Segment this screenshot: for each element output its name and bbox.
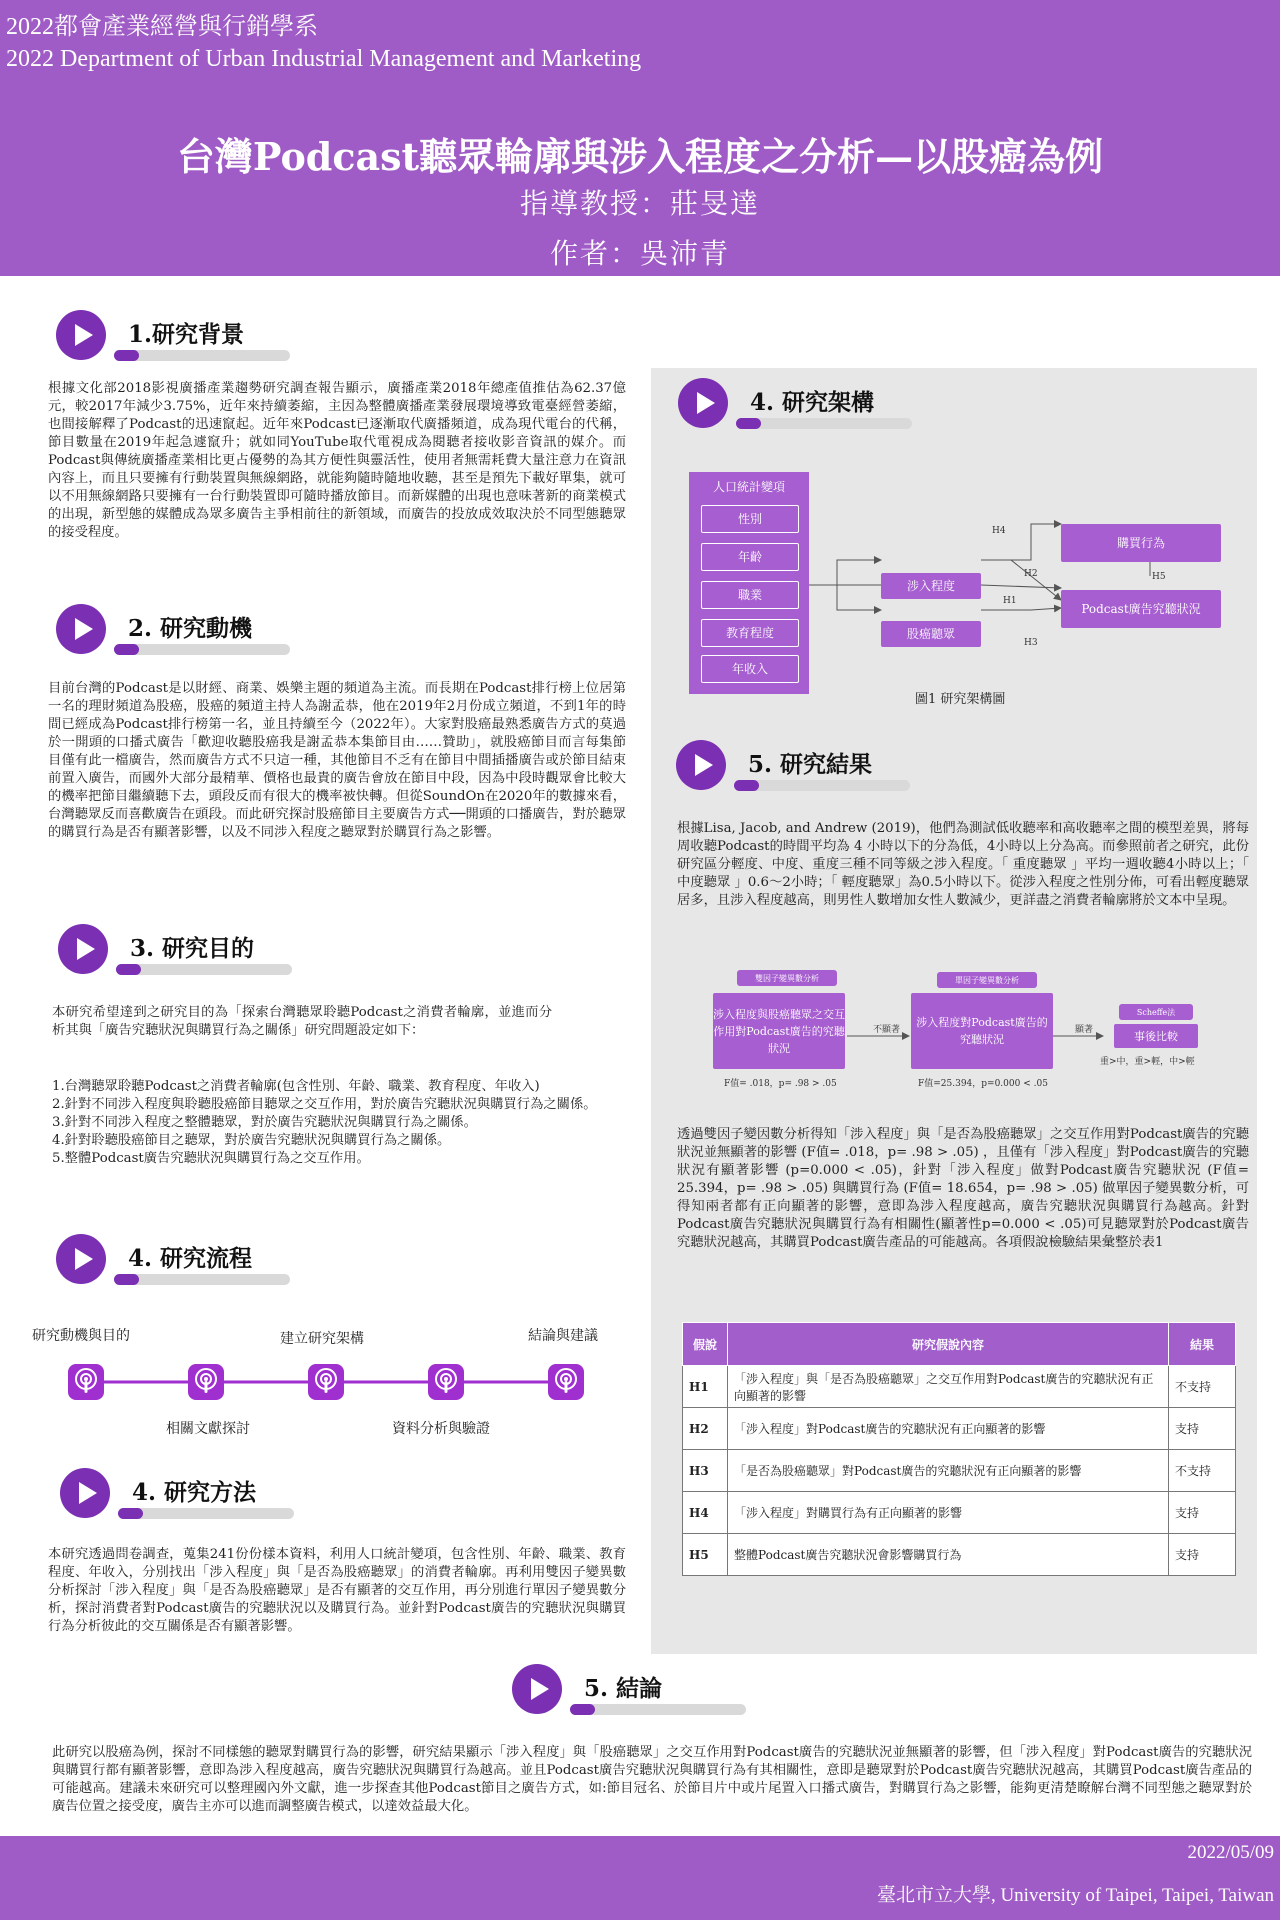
purpose-intro: 本研究希望達到之研究目的為「探索台灣聽眾聆聽Podcast之消費者輪廓，並進而分析其與「廣告究聽狀況與購買行為之關係」研究問題設定如下： [52,1005,552,1038]
podcast-icon [68,1364,104,1400]
section-title: 1.研究背景 [128,321,245,348]
section-title: 4. 研究架構 [750,389,875,416]
section-title: 5. 結論 [584,1675,663,1702]
purpose-item: 5.整體Podcast廣告究聽狀況與購買行為之交互作用。 [52,1151,370,1166]
stat-text: F值= .018，p= .98 > .05 [724,1079,837,1089]
hyp-id: H4 [683,1492,728,1534]
demographics-label: 人口統計變項 [712,479,785,494]
analysis-box: 涉入程度對Podcast廣告的究聽狀況 [911,993,1053,1069]
author: 作者：吳沛青 [549,237,730,270]
table-header-row [683,1323,1236,1366]
play-icon [60,1468,110,1518]
header-banner [0,0,1280,276]
process-step-label: 相關文獻探討 [166,1421,250,1437]
hyp-content: 「是否為股癌聽眾」對Podcast廣告的究聽狀況有正向顯著的影響 [728,1450,1169,1492]
university-name: 臺北市立大學, University of Taipei, Taipei, Taiwan [876,1885,1274,1906]
analysis-tag: Scheffe法 [1119,1004,1193,1020]
play-icon [512,1664,562,1714]
purpose-list [52,1078,626,1168]
hypotheses-table [682,1322,1236,1576]
podcast-icon [188,1364,224,1400]
motivation-text: 目前台灣的Podcast是以財經、商業、娛樂主題的頻道為主流。而長期在Podcast排行榜上位居第一名的理財頻道為股癌，股癌的頻道主持人為謝孟恭，他在2019年2月份成立頻道，不到1年的時間已經成為Podcast排行榜第一名，並且持續至今（2022年）。大家對股癌最熟悉廣告方式的莫過於一開頭的口播式廣告「歡迎收聽股癌我是謝孟恭本集節目由……贊助」，就股癌節目而言每集節目僅有此一檔廣告，然而廣告方式不只這一種，其他節目不乏有在節目中間插播廣告或於節目結束前置入廣告，而國外大部分最精華、價格也最貴的廣告會放在節目中段，因為中段時觀眾會比較大的機率把節目繼續聽下去，頭段反而有很大的機率被快轉。但從SoundOn在2020年的數據來看，台灣聽眾反而喜歡廣告在頭段。而此研究探討股癌節目主要廣告方式──開頭的口播廣告，對於聽眾的購買行為是否有顯著影響，以及不同涉入程度之聽眾對於購買行為之影響。 [48,681,626,840]
table-row [683,1534,1236,1576]
table-header: 結果 [1169,1323,1236,1366]
section-underline [114,350,290,361]
table-row [683,1366,1236,1408]
play-icon [58,924,108,974]
section-underline [114,1274,290,1285]
demo-item-box: 性別 [701,505,799,533]
hyp-content: 「涉入程度」對Podcast廣告的究聽狀況有正向顯著的影響 [728,1408,1169,1450]
analysis-tag: 單因子變異數分析 [937,972,1037,988]
play-icon [56,310,106,360]
hyp-result: 不支持 [1169,1450,1236,1492]
hyp-id: H2 [683,1408,728,1450]
results-text-1: 根據Lisa, Jacob, and Andrew (2019)，他們為測試低收聽率和高收聽率之間的模型差異，將每周收聽Podcast的時間平均為 4 小時以下的分為低，4小時以上分為高。而參照前者之研究，此份研究區分輕度、中度、重度三種不同等級之涉入程度。「 重度聽眾 」平均一週收聽4小時以上；「 中度聽眾 」0.6～2小時；「 輕度聽眾」為0.5小時以下。從涉入程度之性別分佈，可看出輕度聽眾居多，且涉入程度越高，則男性人數增加女性人數減少，更詳盡之消費者輪廓將於文本中呈現。 [677,821,1249,908]
demo-item-box: 職業 [701,581,799,609]
section-underline [116,964,292,975]
hyp-result: 支持 [1169,1408,1236,1450]
hyp-content: 「涉入程度」與「是否為股癌聽眾」之交互作用對Podcast廣告的究聽狀況有正向顯著的影響 [728,1366,1169,1408]
process-step-label: 結論與建議 [528,1328,598,1344]
section-title: 4. 研究方法 [132,1479,257,1506]
process-step-label: 資料分析與驗證 [392,1421,490,1437]
table-header: 研究假說內容 [728,1323,1169,1366]
hyp-id: H1 [683,1366,728,1408]
table-row [683,1492,1236,1534]
hyp-content: 整體Podcast廣告究聽狀況會影響購買行為 [728,1534,1169,1576]
hyp-result: 支持 [1169,1492,1236,1534]
process-step-label: 建立研究架構 [280,1331,364,1347]
stat-text: F值=25.394，p=0.000 < .05 [918,1079,1048,1089]
section-underline [114,644,290,655]
dept-name-en: 2022 Department of Urban Industrial Management and Marketing [6,46,642,72]
podcast-icon [308,1364,344,1400]
play-icon [56,604,106,654]
purchase-box: 購買行為 [1061,524,1221,562]
background-text: 根據文化部2018影視廣播產業趨勢研究調查報告顯示，廣播產業2018年總產值推估為62.37億元，較2017年減少3.75%，近年來持續萎縮，主因為整體廣播產業發展環境導致電臺經營萎縮，也間接解釋了Podcast的迅速竄起。近年來Podcast已逐漸取代廣播頻道，成為現代電台的代稱，節目數量在2019年起急遽竄升；就如同YouTube取代電視成為閱聽者接收影音資訊的媒介。而Podcast與傳統廣播產業相比更占優勢的為其方便性與靈活性，使用者無需耗費大量注意力在資訊內容上，而且只要擁有行動裝置與無線網路，就能夠隨時隨地收聽，甚至是預先下載好單集，就可以不用無線網路只要擁有一台行動裝置即可隨時播放節目。而新媒體的出現也意味著新的商業模式的出現，新型態的媒體成為眾多廣告主爭相前往的新領域，而廣告的投放成效取決於不同型態聽眾的接受程度。 [48,381,626,540]
h-label: H4 [992,526,1006,536]
section-title: 3. 研究目的 [130,935,255,962]
purpose-item: 4.針對聆聽股癌節目之聽眾，對於廣告究聽狀況與購買行為之關係。 [52,1133,451,1148]
analysis-tag: 雙因子變異數分析 [737,970,837,986]
section-title: 5. 研究結果 [748,751,873,778]
advisor: 指導教授：莊旻達 [519,187,760,220]
arrow-label: 不顯著 [873,1025,901,1035]
footer-banner [0,1836,1280,1920]
demo-item-box: 教育程度 [701,619,799,647]
framework-caption: 圖1 研究架構圖 [915,692,1006,707]
hyp-id: H5 [683,1534,728,1576]
demo-item-box: 年收入 [701,655,799,683]
section-underline [736,418,912,429]
podcast-icon [548,1364,584,1400]
h-label: H3 [1024,638,1038,648]
ad-listen-box: Podcast廣告究聽狀況 [1061,590,1221,628]
h-label: H2 [1024,569,1038,579]
dept-name-zh: 2022都會產業經營與行銷學系 [6,14,318,40]
section-underline [734,780,910,791]
play-icon [56,1234,106,1284]
table-header: 假說 [683,1323,728,1366]
hyp-result: 不支持 [1169,1366,1236,1408]
h-label: H1 [1003,596,1017,606]
conclusion-text: 此研究以股癌為例，探討不同樣態的聽眾對購買行為的影響，研究結果顯示「涉入程度」與「股癌聽眾」之交互作用對Podcast廣告的究聽狀況並無顯著的影響，但「涉入程度」對Podcast廣告的究聽狀況與購買行都有顯著影響，意即為涉入程度越高，廣告究聽狀況與購買行為越高。並且Podcast廣告究聽狀況與購買行為有其相關性，意即是聽眾對於Podcast廣告究聽狀況越高，其購買Podcast廣告產品的可能越高。建議未來研究可以整理國內外文獻，進一步探查其他Podcast節目之廣告方式，如:節目冠名、於節目片中或片尾置入口播式廣告，對購買行為之影響，能夠更清楚瞭解台灣不同型態之聽眾對於廣告位置之接受度，廣告主亦可以進而調整廣告模式，以達效益最大化。 [52,1745,1252,1814]
arrow-label: 顯著 [1075,1025,1094,1035]
results-text-2: 透過雙因子變因數分析得知「涉入程度」與「是否為股癌聽眾」之交互作用對Podcast廣告的究聽狀況並無顯著的影響 (F值= .018，p= .98 > .05) ，且僅有「涉入程度」對Podcast廣告的究聽狀況有顯著影響 (p=0.000 < .05)，針對「涉入程度」做對Podcast廣告究聽狀況 (F值= 25.394，p= .98 > .05) 與購買行為 (F值= 18.654，p= .98 > .05) 做單因子變異數分析，可得知兩者都有正向顯著的影響，意即為涉入程度越高，廣告究聽狀況與購買行為越高。針對Podcast廣告究聽狀況與購買行為有相關性(顯著性p=0.000 < .05)可見聽眾對於Podcast廣告究聽狀況越高，其購買Podcast廣告產品的可能越高。各項假說檢驗結果彙整於表1 [677,1127,1249,1250]
hyp-id: H3 [683,1450,728,1492]
h-label: H5 [1152,572,1166,582]
purpose-item: 2.針對不同涉入程度與聆聽股癌節目聽眾之交互作用，對於廣告究聽狀況與購買行為之關係。 [52,1097,597,1112]
section-underline [570,1704,746,1715]
poster-date: 2022/05/09 [1187,1842,1274,1863]
analysis-box: 涉入程度與股癌聽眾之交互作用對Podcast廣告的究聽狀況 [713,993,845,1069]
play-icon [678,378,728,428]
table-row [683,1450,1236,1492]
hyp-content: 「涉入程度」對購買行為有正向顯著的影響 [728,1492,1169,1534]
involvement-box: 涉入程度 [881,573,981,599]
section-underline [118,1508,294,1519]
play-icon [676,740,726,790]
poster-title: 台灣Podcast聽眾輪廓與涉入程度之分析—以股癌為例 [176,134,1104,179]
analysis-box: 事後比較 [1114,1024,1198,1048]
process-step-label: 研究動機與目的 [32,1328,130,1344]
hyp-result: 支持 [1169,1534,1236,1576]
method-text: 本研究透過問卷調查，蒐集241份份樣本資料，利用人口統計變項，包含性別、年齡、職業、教育程度、年收入，分別找出「涉入程度」與「是否為股癌聽眾」的消費者輪廓。再利用雙因子變異數分析探討「涉入程度」與「是否為股癌聽眾」是否有顯著的交互作用，再分別進行單因子變異數分析，探討消費者對Podcast廣告的究聽狀況以及購買行為。並針對Podcast廣告的究聽狀況與購買行為分析彼此的交互關係是否有顯著影響。 [48,1547,626,1634]
demo-item-box: 年齡 [701,543,799,571]
table-row [683,1408,1236,1450]
section-title: 4. 研究流程 [128,1245,253,1272]
podcast-icon [428,1364,464,1400]
scheffe-result: 重>中，重>輕，中>輕 [1100,1057,1195,1067]
purpose-item: 3.針對不同涉入程度之整體聽眾，對於廣告究聽狀況與購買行為之關係。 [52,1115,477,1130]
purpose-item: 1.台灣聽眾聆聽Podcast之消費者輪廓(包含性別、年齡、職業、教育程度、年收入) [52,1079,540,1094]
section-title: 2. 研究動機 [128,615,253,642]
listener-box: 股癌聽眾 [881,621,981,647]
